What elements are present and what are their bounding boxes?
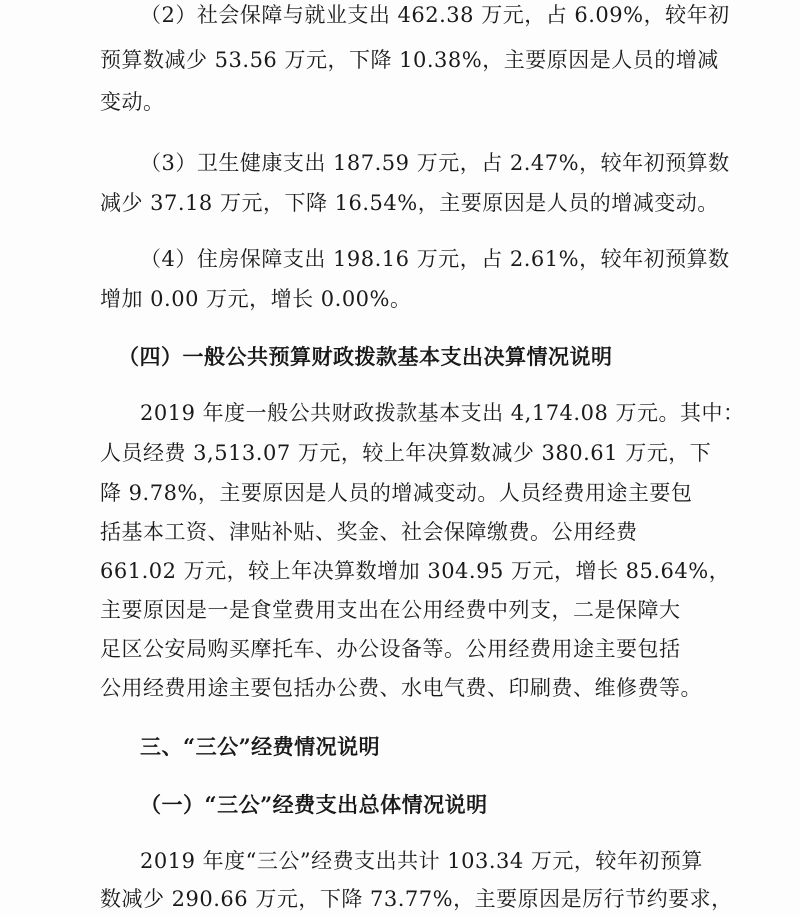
- housing-line-2: 增加 0.00 万元，增长 0.00%。: [100, 287, 412, 311]
- basic-expenditure-line-2: 人员经费 3,513.07 万元，较上年决算数减少 380.61 万元，下: [100, 441, 712, 465]
- basic-expenditure-line-5: 661.02 万元，较上年决算数增加 304.95 万元，增长 85.64%，: [100, 559, 731, 583]
- housing-line-1: （4）住房保障支出 198.16 万元，占 2.61%，较年初预算数: [140, 247, 730, 271]
- basic-expenditure-line-8: 公用经费用途主要包括办公费、水电气费、印刷费、维修费等。: [100, 676, 702, 700]
- basic-expenditure-line-1: 2019 年度一般公共财政拨款基本支出 4,174.08 万元。其中：: [140, 401, 745, 425]
- social-security-line-2: 预算数减少 53.56 万元，下降 10.38%，主要原因是人员的增减: [100, 48, 719, 72]
- three-public-heading: 三、“三公”经费情况说明: [140, 734, 381, 759]
- basic-expenditure-line-7: 足区公安局购买摩托车、办公设备等。公用经费用途主要包括: [100, 637, 681, 661]
- section-four-heading: （四）一般公共预算财政拨款基本支出决算情况说明: [118, 344, 613, 369]
- three-public-subheading: （一）“三公”经费支出总体情况说明: [140, 792, 488, 817]
- three-public-line-2: 数减少 290.66 万元，下降 73.77%，主要原因是厉行节约要求，: [100, 887, 733, 911]
- health-line-1: （3）卫生健康支出 187.59 万元，占 2.47%，较年初预算数: [140, 151, 730, 175]
- social-security-line-3: 变动。: [100, 90, 165, 114]
- basic-expenditure-line-4: 括基本工资、津贴补贴、奖金、社会保障缴费。公用经费: [100, 520, 638, 544]
- social-security-line-1: （2）社会保障与就业支出 462.38 万元，占 6.09%，较年初: [140, 3, 730, 27]
- basic-expenditure-line-3: 降 9.78%，主要原因是人员的增减变动。人员经费用途主要包: [100, 481, 693, 505]
- health-line-2: 减少 37.18 万元，下降 16.54%，主要原因是人员的增减变动。: [100, 191, 719, 215]
- three-public-line-1: 2019 年度“三公”经费支出共计 103.34 万元，较年初预算: [140, 849, 703, 873]
- basic-expenditure-line-6: 主要原因是一是食堂费用支出在公用经费中列支，二是保障大: [100, 598, 681, 622]
